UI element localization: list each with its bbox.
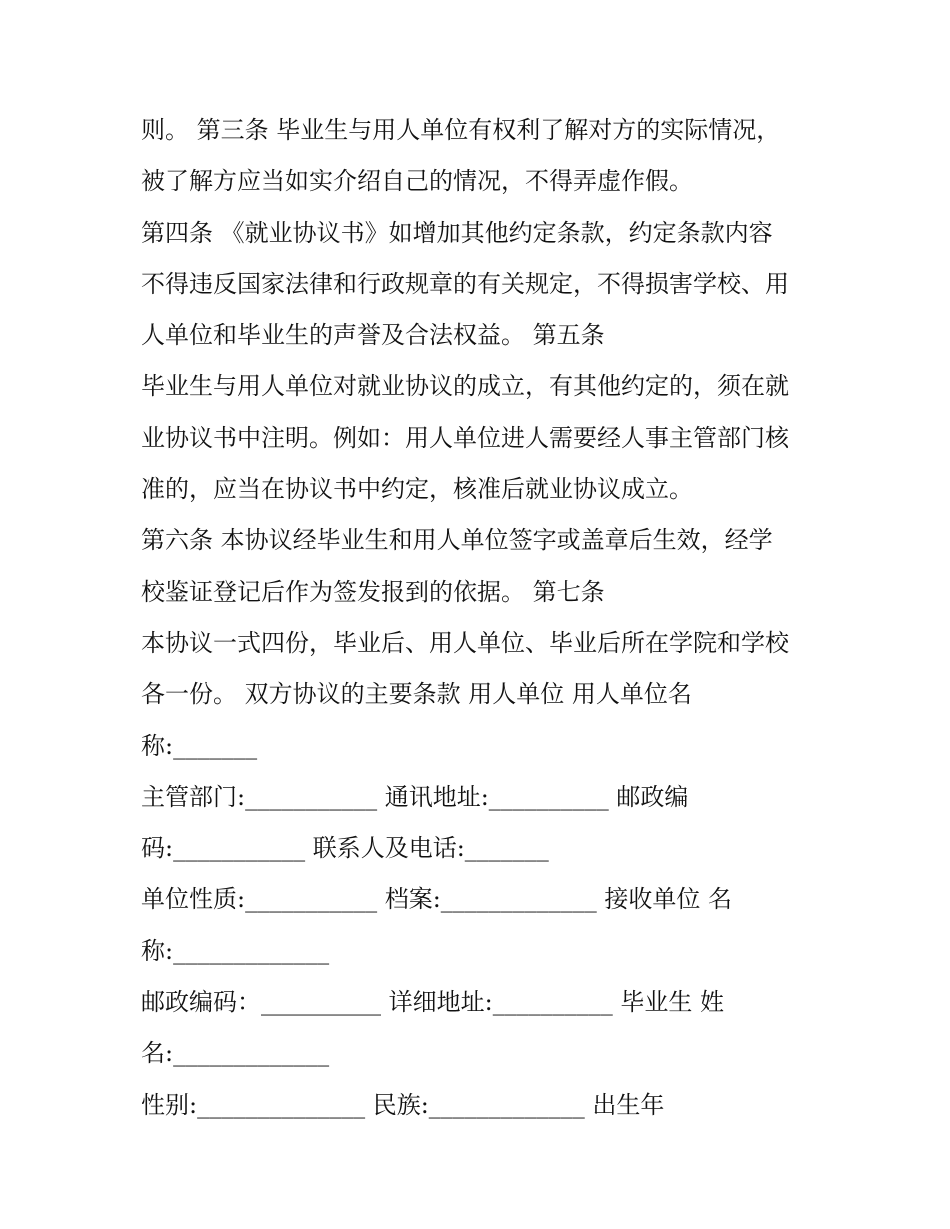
form-field-line: 码:___________ 联系人及电话:_______	[141, 834, 549, 863]
form-field-line: 主管部门:___________ 通讯地址:__________ 邮政编	[141, 782, 689, 811]
text-line: 校鉴证登记后作为签发报到的依据。 第七条	[141, 577, 605, 606]
text-line: 则。 第三条 毕业生与用人单位有权利了解对方的实际情况，	[141, 116, 781, 144]
text-line: 第六条 本协议经毕业生和用人单位签字或盖章后生效，经学	[141, 526, 773, 555]
form-field-line: 名:_____________	[141, 1039, 330, 1068]
text-line: 毕业生与用人单位对就业协议的成立，有其他约定的，须在就	[141, 372, 789, 401]
form-field-line: 称:_____________	[141, 936, 330, 965]
form-field-line: 称:_______	[141, 731, 258, 760]
text-line: 业协议书中注明。例如：用人单位进人需要经人事主管部门核	[141, 423, 789, 452]
text-line: 不得违反国家法律和行政规章的有关规定，不得损害学校、用	[141, 269, 789, 298]
text-line: 准的，应当在协议书中约定，核准后就业协议成立。	[141, 475, 693, 504]
form-field-line: 单位性质:___________ 档案:_____________ 接收单位 名	[141, 885, 733, 914]
text-line: 第四条 《就业协议书》如增加其他约定条款，约定条款内容	[141, 218, 773, 247]
text-line: 被了解方应当如实介绍自己的情况，不得弄虚作假。	[141, 167, 693, 196]
form-field-line: 性别:______________ 民族:_____________ 出生年	[141, 1090, 665, 1119]
form-field-line: 邮政编码：__________ 详细地址:__________ 毕业生 姓	[141, 988, 724, 1017]
text-line: 人单位和毕业生的声誉及合法权益。 第五条	[141, 321, 605, 350]
document-body	[141, 105, 831, 1131]
text-line: 本协议一式四份，毕业后、用人单位、毕业后所在学院和学校	[141, 628, 789, 657]
text-line: 各一份。 双方协议的主要条款 用人单位 用人单位名	[141, 680, 692, 709]
